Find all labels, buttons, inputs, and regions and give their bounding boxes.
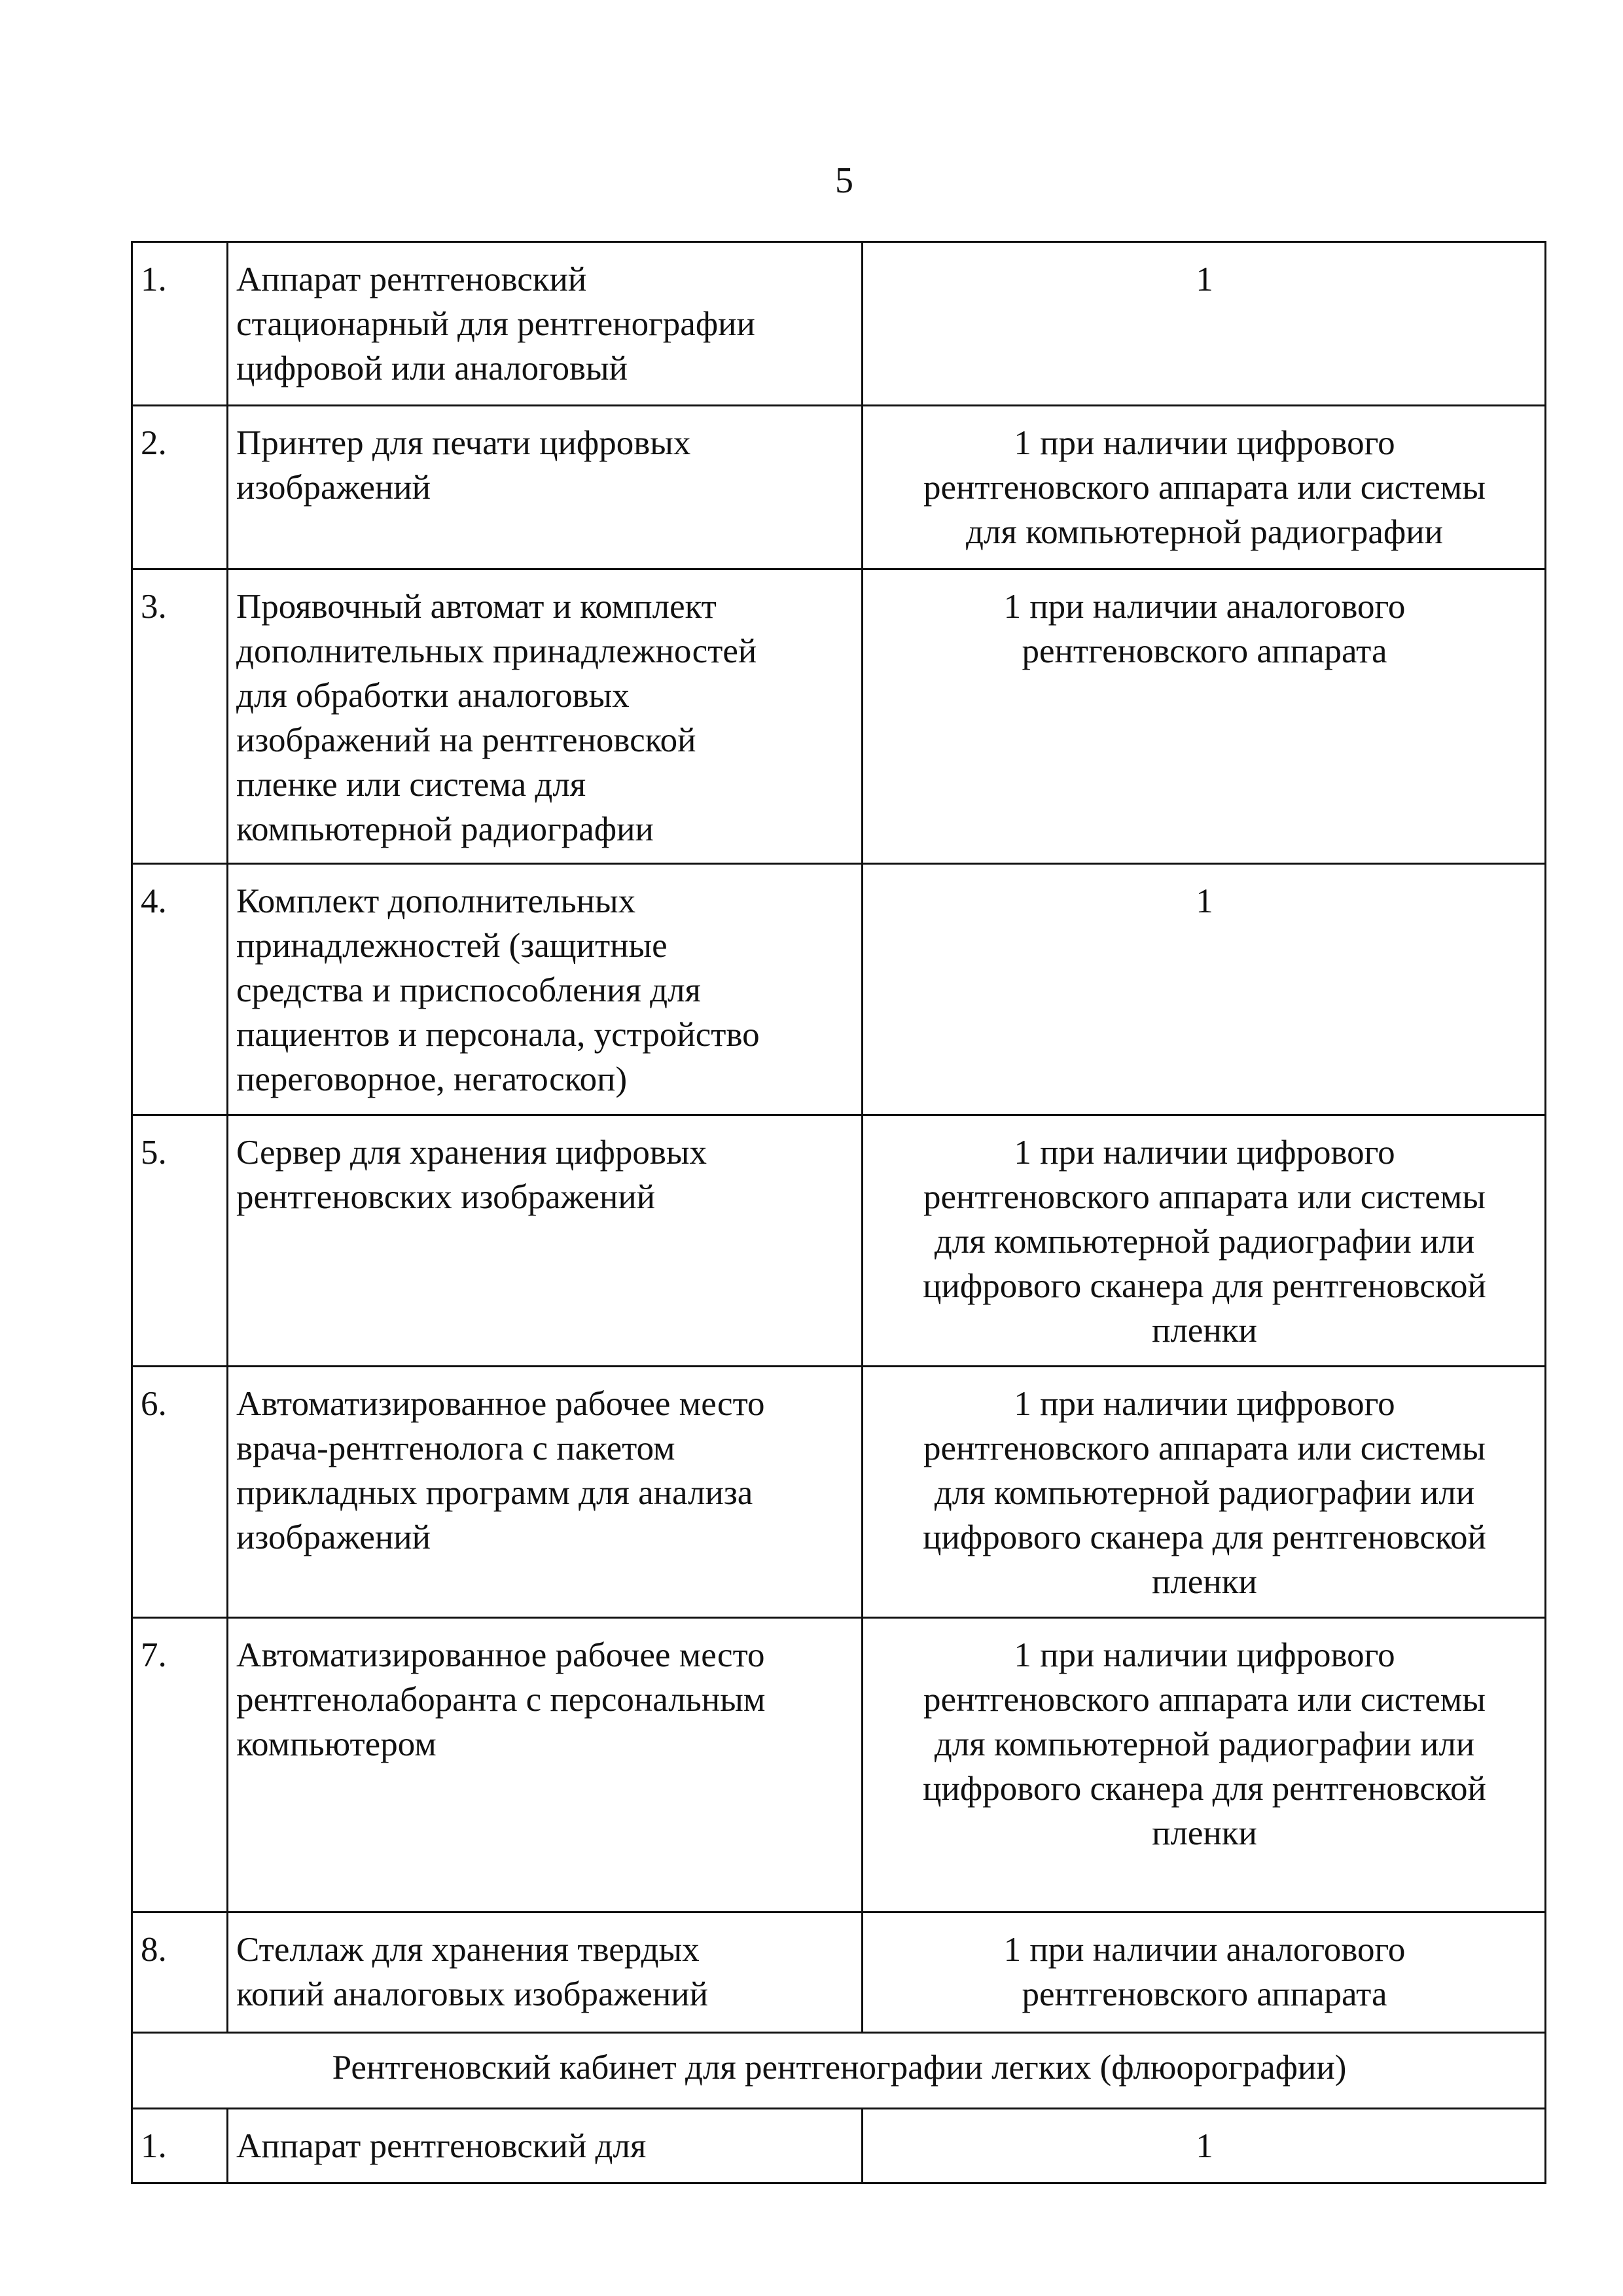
equipment-quantity — [863, 1912, 1546, 2033]
row-number: 6. — [132, 1367, 228, 1618]
equipment-table — [131, 241, 1546, 2184]
equipment-quantity-text: 1 при наличии цифрового рентгеновского аппарата или системы для компьютерной радиографии или цифрового сканера для рентгеновской пленки — [923, 1385, 1486, 1601]
equipment-quantity-text: 1 при наличии цифрового рентгеновского аппарата или системы для компьютерной радиографии — [923, 424, 1486, 551]
row-number: 8. — [132, 1912, 228, 2033]
equipment-name-text: Автоматизированное рабочее место рентгенолаборанта с персональным компьютером — [236, 1636, 766, 1763]
equipment-quantity-text: 1 — [1196, 260, 1213, 298]
section-title: Рентгеновский кабинет для рентгенографии легких (флюорографии) — [132, 2033, 1546, 2109]
equipment-name-text: Принтер для печати цифровых изображений — [236, 424, 691, 507]
equipment-name — [228, 1618, 863, 1912]
equipment-name — [228, 242, 863, 406]
row-number: 3. — [132, 569, 228, 864]
equipment-quantity — [863, 864, 1546, 1115]
equipment-name — [228, 569, 863, 864]
table-row — [132, 406, 1546, 569]
equipment-quantity-text: 1 — [1196, 2127, 1213, 2165]
table-row — [132, 864, 1546, 1115]
equipment-name — [228, 1115, 863, 1367]
equipment-quantity — [863, 2109, 1546, 2183]
row-number: 4. — [132, 864, 228, 1115]
row-number: 1. — [132, 242, 228, 406]
equipment-name-text: Автоматизированное рабочее место врача-рентгенолога с пакетом прикладных программ для анализа изображений — [236, 1385, 765, 1556]
row-number: 5. — [132, 1115, 228, 1367]
equipment-quantity — [863, 242, 1546, 406]
equipment-quantity — [863, 406, 1546, 569]
table-row — [132, 1115, 1546, 1367]
equipment-quantity-text: 1 при наличии цифрового рентгеновского аппарата или системы для компьютерной радиографии или цифрового сканера для рентгеновской пленки — [923, 1134, 1486, 1350]
equipment-quantity — [863, 569, 1546, 864]
equipment-quantity — [863, 1367, 1546, 1618]
section-header-row — [132, 2033, 1546, 2109]
equipment-quantity-text: 1 при наличии аналогового рентгеновского аппарата — [1003, 588, 1406, 670]
equipment-quantity-text: 1 — [1196, 882, 1213, 920]
table-row — [132, 1367, 1546, 1618]
row-number: 7. — [132, 1618, 228, 1912]
equipment-name-text: Аппарат рентгеновский стационарный для рентгенографии цифровой или аналоговый — [236, 260, 755, 387]
table-row — [132, 2109, 1546, 2183]
equipment-quantity — [863, 1618, 1546, 1912]
equipment-name — [228, 2109, 863, 2183]
equipment-quantity-text: 1 при наличии аналогового рентгеновского аппарата — [1003, 1931, 1406, 2013]
table-row — [132, 1912, 1546, 2033]
equipment-name — [228, 1912, 863, 2033]
equipment-quantity-text: 1 при наличии цифрового рентгеновского аппарата или системы для компьютерной радиографии или цифрового сканера для рентгеновской пленки — [923, 1636, 1486, 1852]
row-number: 1. — [132, 2109, 228, 2183]
table-row — [132, 242, 1546, 406]
equipment-name-text: Проявочный автомат и комплект дополнительных принадлежностей для обработки аналоговых изображений на рентгеновской пленке или система для компьютерной радиографии — [236, 588, 757, 848]
equipment-quantity — [863, 1115, 1546, 1367]
table-row — [132, 1618, 1546, 1912]
row-number: 2. — [132, 406, 228, 569]
equipment-name — [228, 406, 863, 569]
equipment-name-text: Сервер для хранения цифровых рентгеновских изображений — [236, 1134, 707, 1216]
equipment-name-text: Комплект дополнительных принадлежностей (защитные средства и приспособления для пациентов и персонала, устройство переговорное, негатоскоп) — [236, 882, 760, 1098]
equipment-name-text: Стеллаж для хранения твердых копий аналоговых изображений — [236, 1931, 709, 2013]
page-number: 5 — [835, 160, 853, 201]
equipment-name-text: Аппарат рентгеновский для — [236, 2127, 647, 2165]
table-row — [132, 569, 1546, 864]
equipment-name — [228, 864, 863, 1115]
equipment-name — [228, 1367, 863, 1618]
